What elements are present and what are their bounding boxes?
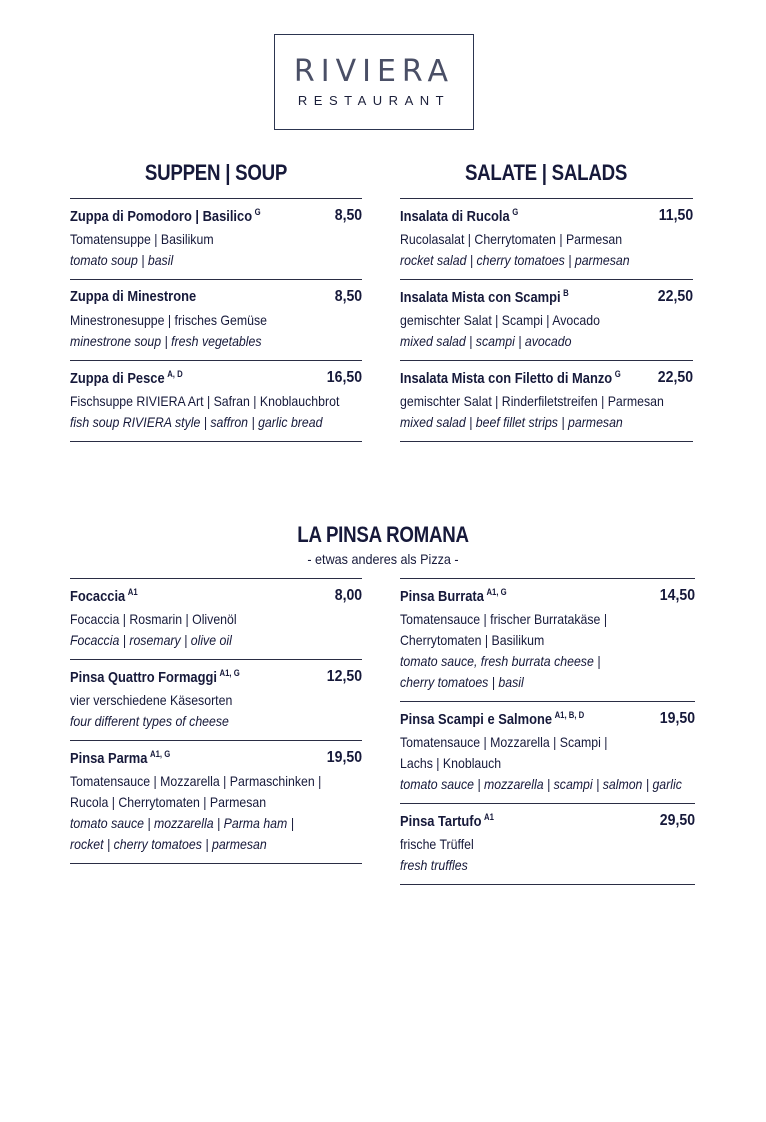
menu-item-name-text: Zuppa di Pomodoro | Basilico bbox=[70, 208, 253, 225]
menu-item-name bbox=[400, 288, 569, 306]
menu-item-price: 19,50 bbox=[659, 710, 695, 727]
menu-item-price: 16,50 bbox=[326, 369, 362, 386]
menu-item-name bbox=[70, 668, 240, 686]
allergen-codes: B bbox=[563, 288, 569, 298]
menu-item bbox=[400, 280, 693, 361]
menu-item-description-de: Focaccia | Rosmarin | Olivenöl bbox=[70, 611, 237, 627]
logo-subtitle: RESTAURANT bbox=[297, 93, 451, 108]
menu-item-header bbox=[400, 812, 695, 834]
menu-item-description-de: Tomatensauce | Mozzarella | Scampi | bbox=[400, 734, 608, 750]
menu-item-description-en: Focaccia | rosemary | olive oil bbox=[70, 632, 232, 648]
menu-item-name-text: Insalata di Rucola bbox=[400, 208, 510, 225]
menu-item-description-de: Tomatensauce | frischer Burratakäse | bbox=[400, 611, 608, 627]
menu-item-description-en: minestrone soup | fresh vegetables bbox=[70, 333, 262, 349]
allergen-codes: A1, G bbox=[150, 749, 171, 759]
menu-item-description-de: Tomatensauce | Mozzarella | Parmaschinken | bbox=[70, 773, 322, 789]
menu-item bbox=[70, 579, 362, 660]
menu-item-header bbox=[400, 587, 695, 609]
menu-item-description-en: tomato soup | basil bbox=[70, 252, 174, 268]
menu-item-description-de: Rucolasalat | Cherrytomaten | Parmesan bbox=[400, 231, 623, 247]
menu-item-description-en: rocket | cherry tomatoes | parmesan bbox=[70, 836, 267, 852]
menu-item-description-en: tomato sauce, fresh burrata cheese | bbox=[400, 653, 601, 669]
restaurant-logo bbox=[274, 34, 474, 130]
menu-item-price: 22,50 bbox=[657, 288, 693, 305]
soup-section-title: SUPPEN | SOUP bbox=[144, 160, 288, 185]
menu-item bbox=[400, 199, 693, 280]
menu-item-description-en: mixed salad | beef fillet strips | parmesan bbox=[400, 414, 623, 430]
menu-item-description-de: Rucola | Cherrytomaten | Parmesan bbox=[70, 794, 267, 810]
menu-item-price: 12,50 bbox=[326, 668, 362, 685]
menu-item-description-en: mixed salad | scampi | avocado bbox=[400, 333, 572, 349]
menu-item-price: 8,00 bbox=[334, 587, 362, 604]
menu-item-description-de: gemischter Salat | Scampi | Avocado bbox=[400, 312, 600, 328]
menu-item-name bbox=[70, 207, 261, 225]
menu-item-header bbox=[70, 288, 362, 310]
menu-item-name bbox=[70, 587, 138, 605]
menu-item-description-de: Cherrytomaten | Basilikum bbox=[400, 632, 545, 648]
menu-item-name bbox=[400, 812, 494, 830]
menu-item-description-en: fresh truffles bbox=[400, 857, 468, 873]
menu-item-header bbox=[70, 668, 362, 690]
menu-item-header bbox=[400, 288, 693, 310]
menu-item bbox=[70, 361, 362, 442]
menu-item-name bbox=[400, 207, 518, 225]
allergen-codes: A1, G bbox=[219, 668, 240, 678]
menu-item-name bbox=[400, 587, 507, 605]
salads-section-title: SALATE | SALADS bbox=[464, 160, 628, 185]
soup-list bbox=[70, 198, 362, 442]
menu-item-header bbox=[70, 369, 362, 391]
menu-item-header bbox=[70, 587, 362, 609]
menu-item-name-text: Zuppa di Minestrone bbox=[70, 288, 197, 305]
menu-item-name-text: Pinsa Parma bbox=[70, 750, 148, 767]
allergen-codes: G bbox=[512, 207, 519, 217]
allergen-codes: A1, G bbox=[486, 587, 507, 597]
menu-item-price: 11,50 bbox=[658, 207, 693, 224]
menu-item-name-text: Pinsa Quattro Formaggi bbox=[70, 669, 217, 686]
menu-item bbox=[400, 702, 695, 804]
menu-item-name-text: Zuppa di Pesce bbox=[70, 370, 165, 387]
menu-item-name bbox=[70, 288, 196, 305]
allergen-codes: G bbox=[254, 207, 261, 217]
menu-item-price: 8,50 bbox=[334, 207, 362, 224]
menu-item-header bbox=[70, 749, 362, 771]
logo-name: RIVIERA bbox=[293, 54, 455, 89]
menu-item-header bbox=[400, 369, 693, 391]
menu-item-description-de: Fischsuppe RIVIERA Art | Safran | Knoblauchbrot bbox=[70, 393, 340, 409]
menu-item bbox=[70, 660, 362, 741]
menu-item bbox=[400, 579, 695, 702]
pinsa-list-right bbox=[400, 578, 695, 885]
allergen-codes: A1 bbox=[127, 587, 138, 597]
menu-item-description-en: tomato sauce | mozzarella | scampi | salmon | garlic bbox=[400, 776, 682, 792]
pinsa-section-title: LA PINSA ROMANA bbox=[297, 522, 469, 547]
menu-item bbox=[400, 361, 693, 442]
menu-item-header bbox=[400, 710, 695, 732]
menu-item-price: 19,50 bbox=[326, 749, 362, 766]
menu-item-price: 29,50 bbox=[659, 812, 695, 829]
pinsa-list-left bbox=[70, 578, 362, 864]
menu-item-name-text: Insalata Mista con Filetto di Manzo bbox=[400, 370, 613, 387]
menu-item-name-text: Focaccia bbox=[70, 588, 126, 605]
menu-item-name bbox=[400, 710, 584, 728]
allergen-codes: A1, B, D bbox=[554, 710, 585, 720]
menu-item-name bbox=[400, 369, 621, 387]
menu-item bbox=[70, 199, 362, 280]
menu-item bbox=[70, 741, 362, 864]
menu-item-description-en: four different types of cheese bbox=[70, 713, 229, 729]
pinsa-section-subtitle: - etwas anderes als Pizza - bbox=[307, 551, 459, 567]
menu-item-name-text: Pinsa Burrata bbox=[400, 588, 484, 605]
menu-item-name-text: Pinsa Scampi e Salmone bbox=[400, 711, 553, 728]
menu-item-name bbox=[70, 749, 170, 767]
menu-item bbox=[70, 280, 362, 361]
menu-item-description-de: vier verschiedene Käsesorten bbox=[70, 692, 233, 708]
allergen-codes: A1 bbox=[484, 812, 494, 822]
salads-list bbox=[400, 198, 693, 442]
menu-item-description-de: Lachs | Knoblauch bbox=[400, 755, 502, 771]
menu-item-price: 22,50 bbox=[657, 369, 693, 386]
menu-item-description-en: fish soup RIVIERA style | saffron | garlic bread bbox=[70, 414, 323, 430]
menu-item-header bbox=[70, 207, 362, 229]
menu-item-header bbox=[400, 207, 693, 229]
menu-item-name bbox=[70, 369, 183, 387]
menu-item-price: 8,50 bbox=[334, 288, 362, 305]
menu-item-description-de: Minestronesuppe | frisches Gemüse bbox=[70, 312, 267, 328]
menu-item-name-text: Pinsa Tartufo bbox=[400, 813, 482, 830]
menu-item-description-en: cherry tomatoes | basil bbox=[400, 674, 524, 690]
menu-item bbox=[400, 804, 695, 885]
menu-item-description-de: gemischter Salat | Rinderfiletstreifen | Parmesan bbox=[400, 393, 664, 409]
allergen-codes: A, D bbox=[167, 369, 183, 379]
menu-item-name-text: Insalata Mista con Scampi bbox=[400, 289, 561, 306]
menu-item-description-en: tomato sauce | mozzarella | Parma ham | bbox=[70, 815, 294, 831]
allergen-codes: G bbox=[614, 369, 621, 379]
menu-item-description-de: Tomatensuppe | Basilikum bbox=[70, 231, 214, 247]
menu-item-description-de: frische Trüffel bbox=[400, 836, 474, 852]
menu-item-description-en: rocket salad | cherry tomatoes | parmesan bbox=[400, 252, 630, 268]
menu-item-price: 14,50 bbox=[659, 587, 695, 604]
